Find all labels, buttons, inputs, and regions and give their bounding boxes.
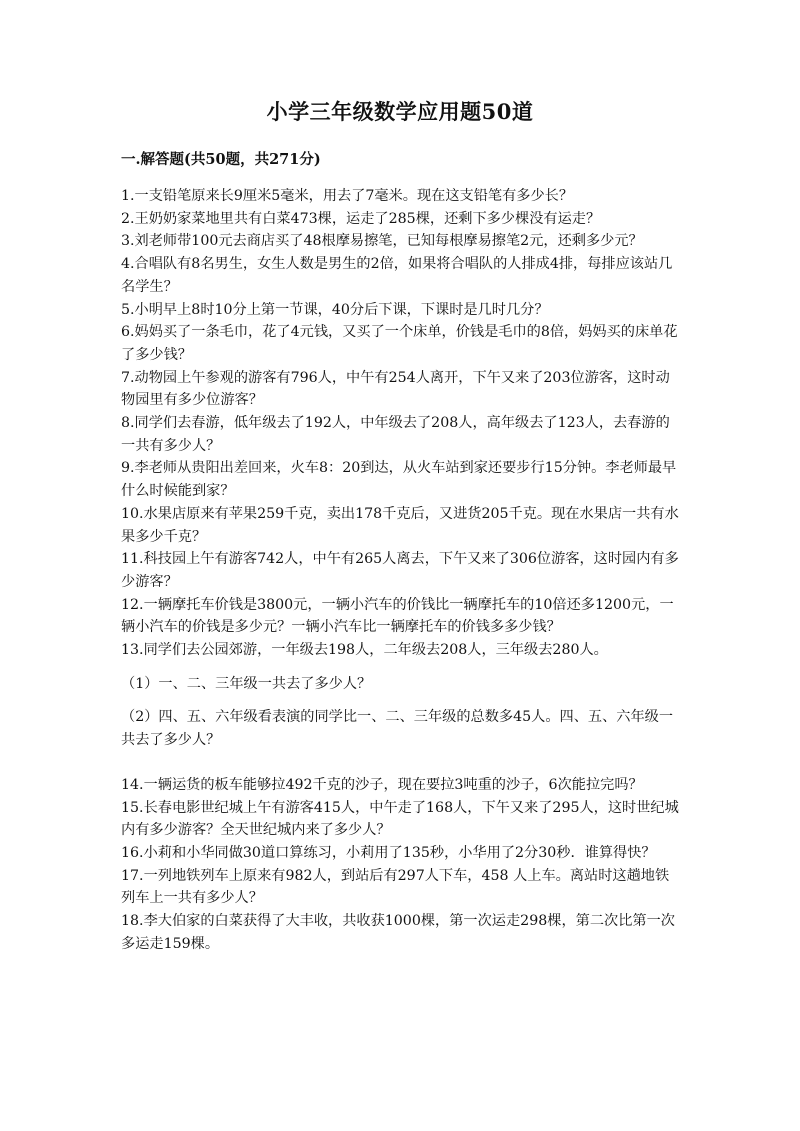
question-list: [121, 185, 683, 956]
question-item: 7.动物园上午参观的游客有796人，中午有254人离开，下午又来了203位游客，这时动物园里有多少位游客？: [121, 369, 670, 409]
sub-question-item: （2）四、五、六年级看表演的同学比一、二、三年级的总数多45人。四、五、六年级一共去了多少人？: [121, 709, 674, 749]
question-item: 17.一列地铁列车上原来有982人，到站后有297人下车，458 人上车。离站时这趟地铁列车上一共有多少人？: [121, 867, 670, 907]
sub-question-item: （1）一、二、三年级一共去了多少人？: [121, 675, 372, 692]
question-item: 12.一辆摩托车价钱是3800元，一辆小汽车的价钱比一辆摩托车的10倍还多1200元，一辆小汽车的价钱是多少元？一辆小汽车比一辆摩托车的价钱多多少钱？: [121, 596, 674, 636]
question-item: 2.王奶奶家菜地里共有白菜473棵，运走了285棵，还剩下多少棵没有运走？: [121, 210, 601, 227]
question-item: 16.小莉和小华同做30道口算练习，小莉用了135秒，小华用了2分30秒．谁算得快？: [121, 844, 656, 861]
question-item: 18.李大伯家的白菜获得了大丰收，共收获1000棵，第一次运走298棵，第二次比第一次多运走159棵。: [121, 913, 675, 952]
question-item: 1.一支铅笔原来长9厘米5毫米，用去了7毫米。现在这支铅笔有多少长？: [121, 188, 574, 204]
document-title: 小学三年级数学应用题50道: [266, 99, 534, 124]
question-item: 4.合唱队有8名男生，女生人数是男生的2倍，如果将合唱队的人排成4排，每排应该站几名学生？: [121, 256, 673, 295]
question-item: 10.水果店原来有苹果259千克，卖出178千克后，又进货205千克。现在水果店一共有水果多少千克？: [121, 505, 679, 545]
question-item: 13.同学们去公园郊游，一年级去198人，二年级去208人，三年级去280人。: [121, 642, 608, 659]
question-item: 8.同学们去春游，低年级去了192人，中年级去了208人，高年级去了123人，去春游的一共有多少人？: [121, 415, 670, 454]
section-heading: 一.解答题(共50题，共271分): [121, 151, 321, 168]
question-item: 14.一辆运货的板车能够拉492千克的沙子，现在要拉3吨重的沙子，6次能拉完吗？: [121, 776, 643, 793]
question-item: 9.李老师从贵阳出差回来，火车8：20到达，从火车站到家还要步行15分钟。李老师最早什么时候能到家？: [121, 460, 677, 500]
question-item: 5.小明早上8时10分上第一节课，40分后下课，下课时是几时几分？: [121, 301, 549, 318]
question-item: 15.长春电影世纪城上午有游客415人，中午走了168人，下午又来了295人，这时世纪城内有多少游客？全天世纪城内来了多少人？: [121, 799, 679, 839]
question-item: 6.妈妈买了一条毛巾，花了4元钱，又买了一个床单，价钱是毛巾的8倍，妈妈买的床单花了多少钱？: [121, 324, 678, 363]
question-item: 3.刘老师带100元去商店买了48根摩易擦笔，已知每根摩易擦笔2元，还剩多少元？: [121, 233, 643, 250]
question-item: 11.科技园上午有游客742人，中午有265人离去，下午又来了306位游客，这时园内有多少游客？: [121, 551, 679, 590]
